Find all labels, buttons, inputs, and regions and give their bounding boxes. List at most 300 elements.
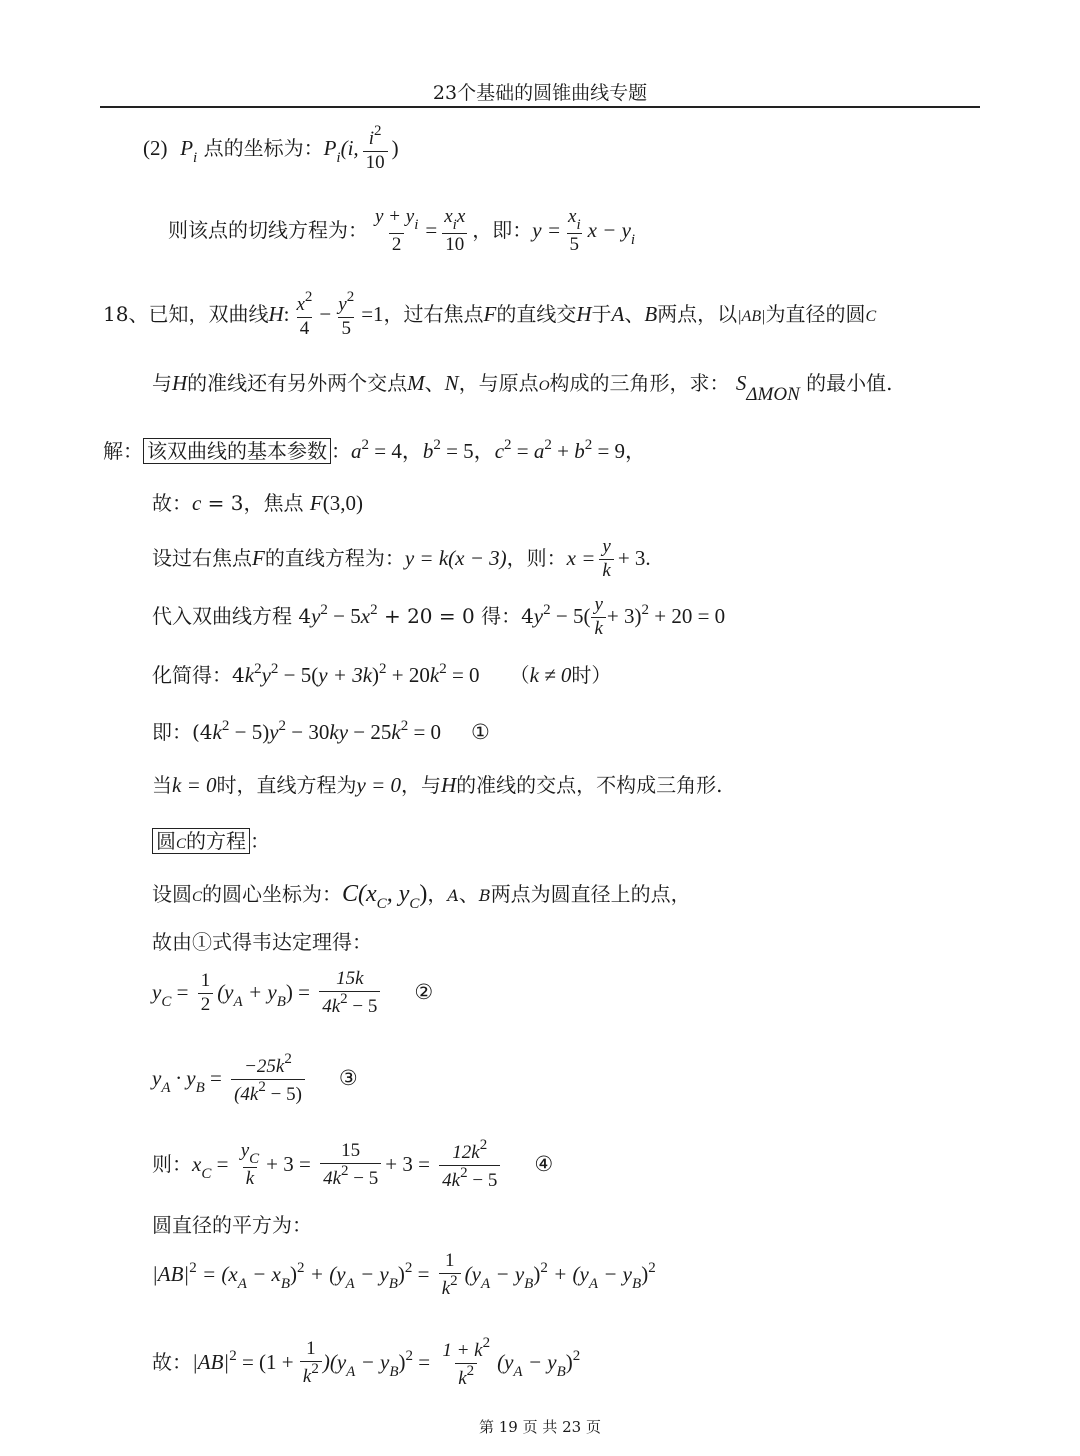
sub: A: [513, 1363, 523, 1380]
var: ky: [329, 720, 349, 744]
sub: A: [237, 1275, 247, 1292]
denominator: k: [243, 1167, 257, 1191]
math: − y: [354, 1261, 389, 1286]
sup: 2: [584, 437, 593, 453]
problem-18-statement-cont: [152, 370, 892, 404]
var: C(x: [342, 881, 377, 907]
line-k-zero: [152, 772, 723, 798]
math: − 30: [286, 720, 330, 744]
fraction: [599, 536, 613, 583]
text: ：: [331, 439, 351, 463]
numerator: 15: [341, 1140, 361, 1161]
text: 的最小值.: [806, 371, 893, 395]
var: C: [192, 889, 203, 905]
math: (y: [497, 1349, 514, 1374]
line-point-coordinates: [143, 124, 399, 175]
sub: A: [481, 1275, 491, 1292]
denominator: 10: [442, 233, 467, 257]
math: ): [285, 979, 293, 1004]
part-label: (2): [143, 135, 168, 160]
math: ): [398, 1349, 406, 1374]
var: C: [176, 836, 187, 852]
text: 、: [458, 882, 479, 906]
sub: i: [336, 149, 341, 166]
denominator: 10: [363, 151, 388, 175]
fraction: [439, 1336, 493, 1391]
equation-ab-squared-simplified: [152, 1336, 580, 1391]
var: y: [533, 603, 544, 628]
numerator: [366, 124, 385, 151]
fraction: [293, 290, 315, 341]
var: |AB|: [152, 1261, 190, 1286]
op: =: [412, 1349, 436, 1374]
page-header-title: 23个基础的圆锥曲线专题: [432, 82, 648, 104]
sub: A: [346, 1363, 356, 1380]
var: F: [483, 301, 497, 326]
var: 12k: [452, 1142, 480, 1163]
sup: 2: [648, 1259, 656, 1276]
math: ): [372, 663, 380, 687]
var: H: [268, 301, 284, 326]
math: + 3): [606, 603, 642, 628]
text: 代入双曲线方程 4: [152, 603, 312, 628]
math: ): [419, 881, 428, 907]
fraction: [439, 1250, 461, 1301]
text: = 3，焦点: [201, 491, 310, 515]
math: − x: [246, 1261, 281, 1286]
var: |AB|: [737, 307, 766, 325]
text: 、: [624, 301, 645, 326]
text: 点的坐标为：: [203, 135, 324, 160]
var: x: [568, 206, 577, 227]
denominator: [300, 1361, 322, 1389]
sub: B: [276, 993, 286, 1010]
sub: i: [630, 231, 636, 248]
var: O: [538, 378, 550, 394]
text: 的直线方程为：: [264, 545, 405, 570]
sup: 2: [297, 1259, 305, 1276]
text: 于: [591, 301, 612, 326]
var: |AB|: [192, 1349, 230, 1374]
var: −25k: [244, 1056, 285, 1077]
var: C: [865, 307, 877, 325]
var: F: [309, 491, 323, 515]
text: 构成的三角形，求：: [549, 371, 730, 395]
var: k: [212, 720, 222, 744]
sup: 2: [405, 1347, 413, 1364]
solution-basic-params: [103, 438, 646, 464]
text: 的方程: [186, 829, 247, 853]
var: A: [447, 886, 459, 905]
math: +: [551, 439, 575, 463]
math: + 3 =: [385, 1151, 436, 1176]
denominator: [439, 1165, 500, 1193]
header-divider: [100, 106, 980, 108]
var: y: [261, 663, 271, 687]
sub: B: [388, 1275, 398, 1292]
sub: i: [414, 217, 419, 233]
var: y: [152, 979, 162, 1004]
line-substitute: [152, 594, 725, 641]
text: 两点，以: [657, 301, 738, 326]
text: 圆: [156, 829, 176, 853]
sup: 2: [370, 601, 378, 618]
math: y = k(x − 3): [404, 545, 507, 570]
var: H: [172, 371, 188, 395]
text: 18、已知，双曲线: [103, 301, 269, 326]
var: x: [456, 206, 466, 227]
math: (3,0): [322, 491, 363, 515]
fraction: [300, 1338, 322, 1389]
sub: C: [376, 896, 387, 912]
text: 的准线还有另外两个交点: [187, 371, 408, 395]
var: k ≠ 0: [529, 663, 572, 687]
denominator: k: [591, 617, 605, 641]
var: F: [252, 545, 265, 570]
sup: 2: [221, 718, 230, 734]
var: N: [444, 371, 459, 395]
equation-number-4: ④: [534, 1151, 554, 1176]
math: = 4，: [369, 439, 423, 463]
math: = (1 +: [236, 1349, 299, 1374]
var: k: [302, 1365, 312, 1387]
numerator: [238, 1140, 262, 1167]
denominator: 5: [338, 317, 354, 341]
math: ): [533, 1261, 541, 1286]
equation-3-product: [152, 1052, 358, 1107]
var: a: [351, 439, 362, 463]
math: ): [397, 1261, 405, 1286]
text: 时，直线方程为: [216, 773, 357, 797]
var: (4k: [234, 1083, 259, 1105]
fraction: [565, 206, 584, 257]
text: ，: [427, 882, 448, 906]
numerator: [372, 206, 421, 233]
var: x: [192, 1151, 202, 1176]
text: 即：(4: [152, 720, 213, 744]
var: k: [458, 1367, 467, 1389]
var: A: [611, 301, 625, 326]
text: ，与原点: [458, 371, 539, 395]
math: y = 0: [356, 773, 401, 797]
text: 故由①式得韦达定理得：: [152, 930, 372, 954]
math: x =: [566, 545, 596, 570]
var: y =: [532, 217, 561, 242]
sub: i: [193, 149, 198, 166]
text: ：: [250, 829, 271, 853]
var: y + y: [375, 206, 415, 227]
sup: 2: [479, 1137, 488, 1153]
var: B: [644, 301, 658, 326]
sup: 2: [404, 1259, 413, 1276]
var: k: [429, 663, 440, 687]
numerator: y: [594, 594, 603, 615]
op: =: [171, 979, 194, 1004]
math: + (y: [547, 1261, 589, 1286]
math: =: [511, 439, 534, 463]
math: − 5(: [550, 603, 591, 628]
sub: B: [632, 1275, 642, 1292]
denominator: 5: [567, 233, 583, 257]
var: + y: [242, 979, 277, 1004]
fraction: [591, 594, 605, 641]
sub: i: [452, 217, 457, 233]
math: − 5(: [278, 663, 319, 687]
sub: i: [576, 217, 581, 233]
math: + 3.: [617, 545, 651, 570]
text: 设圆: [152, 882, 192, 906]
var: 4k: [322, 995, 341, 1017]
var: P: [180, 135, 194, 160]
denominator: [319, 991, 380, 1019]
numerator: [241, 1052, 295, 1079]
sup: 2: [341, 1162, 349, 1179]
sup: 2: [284, 1051, 292, 1067]
math: − 5: [467, 1169, 498, 1191]
text: 故：: [152, 491, 192, 515]
op: =: [292, 979, 316, 1004]
var: b: [574, 439, 585, 463]
sup: 2: [320, 601, 328, 618]
numerator: [439, 1336, 493, 1363]
fraction: [335, 290, 357, 341]
sup: 2: [504, 437, 512, 453]
var: k: [391, 720, 401, 744]
numerator: 1: [306, 1338, 316, 1359]
sub: C: [409, 896, 420, 912]
sup: 2: [340, 990, 348, 1007]
numerator: [565, 206, 584, 233]
sup: 2: [258, 1078, 266, 1095]
numerator: [441, 206, 468, 233]
line-circle-center: [152, 879, 691, 912]
fraction: [363, 124, 388, 175]
numerator: y: [602, 536, 611, 557]
fraction: [439, 1138, 500, 1193]
sub: A: [345, 1275, 355, 1292]
var: x − y: [587, 217, 631, 242]
numerator: 1: [200, 970, 211, 991]
text: （: [509, 663, 530, 687]
fraction: [198, 970, 214, 1017]
var: y + 3k: [318, 663, 373, 687]
section-box: [152, 828, 250, 854]
denominator: 2: [198, 993, 214, 1017]
math: = 0: [446, 663, 480, 687]
math: − y: [355, 1349, 390, 1374]
sup: 2: [572, 1347, 581, 1364]
sup: 2: [460, 1164, 468, 1181]
var: x: [360, 603, 371, 628]
var: P: [323, 135, 337, 160]
var: b: [422, 439, 434, 463]
fraction: [238, 1140, 262, 1191]
math: + 20: [386, 663, 430, 687]
var: y: [338, 294, 347, 315]
section-circle-equation: [152, 829, 270, 854]
sub: B: [389, 1363, 399, 1380]
text: 则：: [152, 1151, 192, 1176]
sup: 2: [311, 1360, 319, 1377]
sup: 2: [229, 1347, 237, 1364]
var: S: [735, 371, 747, 395]
line-focus: [152, 490, 363, 516]
text: 当: [152, 773, 172, 797]
op: =: [211, 1151, 234, 1176]
math: + 20 = 0: [649, 603, 726, 628]
sup: 2: [439, 661, 447, 677]
var: 4k: [323, 1167, 342, 1189]
fraction: [320, 1140, 381, 1191]
sup: 2: [540, 1259, 548, 1276]
var: (y: [217, 979, 234, 1004]
problem-18-statement: [103, 290, 876, 341]
sup: 2: [433, 437, 441, 453]
equation-ab-squared: [152, 1250, 656, 1301]
math: − y: [522, 1349, 557, 1374]
sup: 2: [304, 289, 313, 305]
line-tangent-equation: [168, 206, 635, 257]
var: H: [441, 773, 457, 797]
denominator: [439, 1273, 461, 1301]
solution-label: 解：: [103, 439, 143, 463]
line-simplify: [152, 662, 611, 688]
equation-2-yc: [152, 968, 433, 1019]
math: ): [290, 1261, 298, 1286]
sub: C: [249, 1150, 260, 1167]
sup: 2: [544, 437, 552, 453]
denominator: [231, 1079, 305, 1107]
math: (y: [464, 1261, 481, 1286]
sup: 2: [543, 601, 551, 618]
math: )(y: [322, 1349, 347, 1374]
math: − y: [598, 1261, 633, 1286]
sub: A: [161, 1079, 171, 1096]
fraction: [231, 1052, 305, 1107]
math: − 5: [327, 603, 361, 628]
sub: B: [556, 1363, 566, 1380]
var: · y: [170, 1065, 196, 1090]
sup: 2: [189, 1259, 197, 1276]
math: ): [565, 1349, 573, 1374]
var: k: [441, 1277, 451, 1299]
text: 的圆心坐标为：: [202, 882, 343, 906]
text: 化简得：4: [152, 663, 245, 687]
sup: 2: [346, 289, 355, 305]
sup: 2: [379, 661, 387, 677]
text: ，则：: [506, 545, 567, 570]
sup: 2: [270, 661, 279, 677]
text: 与: [152, 371, 172, 395]
section-box: 该双曲线的基本参数: [143, 438, 331, 464]
var: i: [368, 128, 375, 149]
math: = 0: [408, 720, 442, 744]
text: 、: [424, 371, 445, 395]
sup: 2: [361, 437, 369, 453]
var: (i,: [340, 135, 359, 160]
sup: 2: [254, 661, 262, 677]
text: + 20 = 0 得：4: [377, 603, 534, 628]
equation-number-3: ③: [338, 1065, 358, 1090]
op: =: [204, 1065, 228, 1090]
var: y: [269, 720, 279, 744]
denominator: 4: [297, 317, 313, 341]
op: =: [425, 217, 438, 242]
var: B: [478, 886, 491, 905]
sup: 2: [641, 601, 649, 618]
sup: 2: [400, 718, 409, 734]
text: 为直径的圆: [765, 301, 866, 326]
var: y: [240, 1139, 250, 1161]
fraction: [372, 206, 421, 257]
sub: A: [233, 993, 243, 1010]
text: 两点为圆直径上的点，: [490, 882, 691, 906]
sup: 2: [278, 718, 287, 734]
fraction: [319, 968, 380, 1019]
text: 则该点的切线方程为：: [168, 217, 368, 242]
math: k = 0: [172, 773, 217, 797]
numerator: 15k: [336, 968, 364, 989]
line-vieta: [152, 930, 372, 955]
text: 时）: [571, 663, 612, 687]
denominator: k: [599, 559, 613, 583]
var: k: [244, 663, 255, 687]
math: − y: [490, 1261, 525, 1286]
sup: 2: [450, 1272, 458, 1289]
equation-4-xc: [152, 1138, 553, 1193]
var: a: [533, 439, 545, 463]
var: y: [152, 1065, 162, 1090]
sub: C: [161, 993, 172, 1010]
sub: ΔMON: [746, 384, 800, 405]
text: 的直线交: [496, 301, 577, 326]
denominator: 2: [389, 233, 405, 257]
numerator: [293, 290, 315, 317]
denominator: [455, 1363, 477, 1391]
math: = 9，: [592, 439, 647, 463]
line-quadratic: [152, 719, 490, 745]
sup: 2: [374, 123, 382, 139]
math: − 25: [348, 720, 392, 744]
math: − 5: [347, 995, 378, 1017]
var: c: [192, 491, 202, 515]
text: 设过右焦点: [152, 545, 252, 570]
numerator: [449, 1138, 490, 1165]
math: + 3 =: [266, 1151, 317, 1176]
equation-number-2: ②: [414, 979, 434, 1004]
var: x: [444, 206, 453, 227]
sup: 2: [466, 1362, 475, 1379]
sub: B: [280, 1275, 291, 1292]
math: = 5，: [440, 439, 495, 463]
text: 圆直径的平方为：: [152, 1213, 312, 1237]
op: :: [283, 301, 290, 326]
denominator: [320, 1163, 381, 1191]
var: H: [576, 301, 592, 326]
text: ，过右焦点: [383, 301, 484, 326]
math: = (x: [196, 1261, 238, 1286]
var: y: [311, 603, 321, 628]
text: 的准线的交点，不构成三角形.: [456, 773, 723, 797]
math: − 5): [229, 720, 270, 744]
numerator: 1: [444, 1250, 455, 1271]
math: + (y: [304, 1261, 346, 1286]
var: 4k: [442, 1169, 461, 1191]
sub: A: [588, 1275, 599, 1292]
equation-number-1: ①: [471, 720, 490, 744]
page-footer: 第 19 页 共 23 页: [478, 1418, 601, 1436]
sub: B: [195, 1079, 205, 1096]
